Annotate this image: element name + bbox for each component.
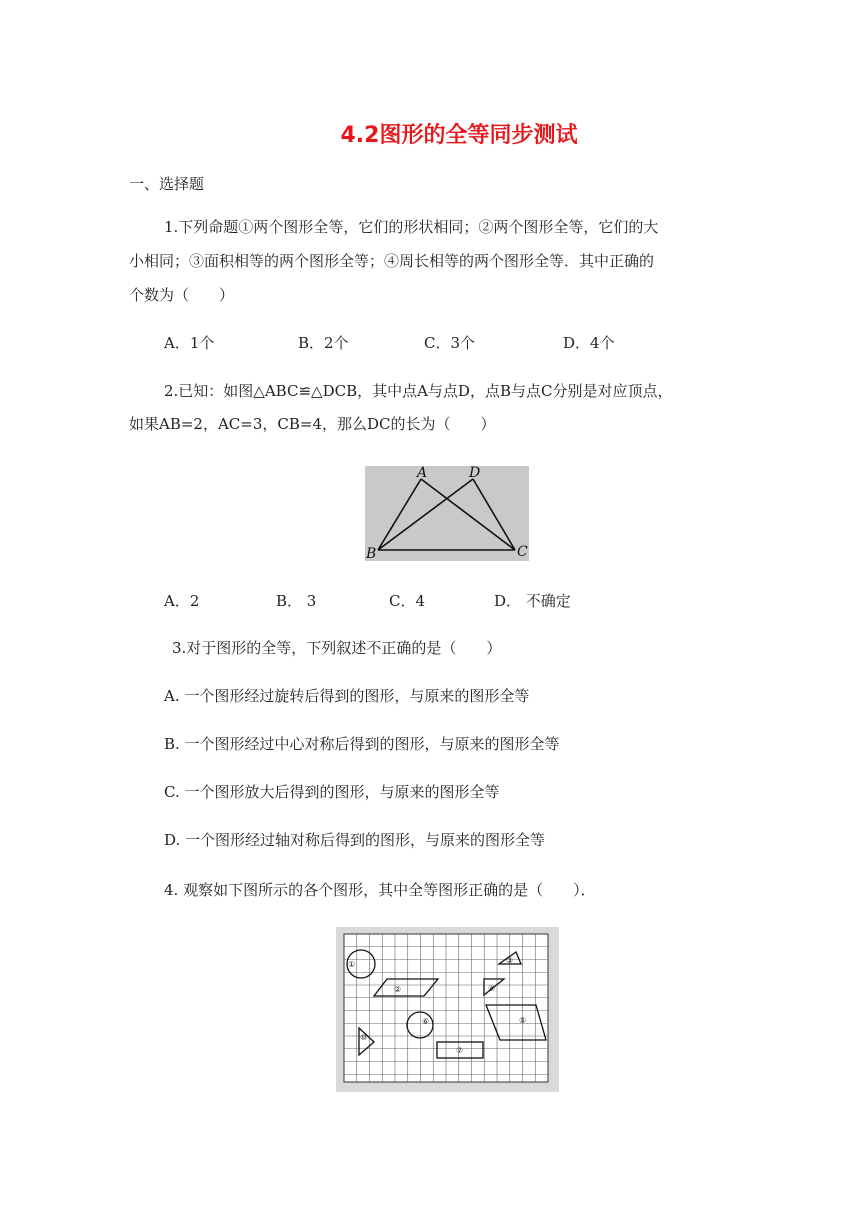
q3-option-a: A. 一个图形经过旋转后得到的图形，与原来的图形全等 (164, 687, 530, 705)
figure-background (365, 466, 529, 561)
q1-stem-line2: 小相同；③面积相等的两个图形全等；④周长相等的两个图形全等．其中正确的 (129, 252, 655, 270)
q1-option-d: D．4个 (563, 334, 615, 352)
label-c: C (517, 544, 528, 560)
grid-figure (336, 927, 559, 1092)
q4-stem: 4. 观察如下图所示的各个图形，其中全等图形正确的是（ ）． (164, 881, 596, 899)
label-a: A (417, 466, 428, 481)
q1-option-c: C．3个 (424, 334, 476, 352)
page-title: 4.2图形的全等同步测试 (340, 123, 578, 148)
shape-label-2: ② (394, 985, 402, 994)
triangle-figure (365, 466, 529, 561)
shape-label-7: ⑦ (456, 1046, 464, 1055)
q2-option-b: B． 3 (276, 592, 317, 610)
q2-option-a: A．2 (164, 592, 200, 610)
shape-label-5: ⑤ (519, 1016, 527, 1025)
q3-stem: 3.对于图形的全等，下列叙述不正确的是（ ） (172, 639, 502, 657)
shape-label-3: ③ (506, 956, 514, 965)
label-d: D (469, 466, 481, 481)
section-heading: 一、选择题 (129, 175, 205, 193)
q3-option-b: B. 一个图形经过中心对称后得到的图形，与原来的图形全等 (164, 735, 560, 753)
label-b: B (366, 546, 377, 561)
shape-label-1: ① (348, 960, 356, 969)
q2-stem-line2: 如果AB=2，AC=3，CB=4，那么DC的长为（ ） (129, 415, 496, 433)
q2-stem-line1: 2.已知：如图△ABC≌△DCB，其中点A与点D，点B与点C分别是对应顶点， (164, 382, 673, 400)
q1-option-b: B．2个 (298, 334, 349, 352)
q1-stem-line1: 1.下列命题①两个图形全等，它们的形状相同；②两个图形全等，它们的大 (164, 218, 659, 236)
q1-option-a: A．1个 (164, 334, 215, 352)
shape-label-10: ⑩ (360, 1033, 368, 1042)
shape-label-6: ⑥ (422, 1017, 430, 1026)
shape-label-4: ④ (488, 984, 496, 993)
q3-option-c: C. 一个图形放大后得到的图形，与原来的图形全等 (164, 783, 500, 801)
q2-option-d: D． 不确定 (494, 592, 571, 610)
q2-option-c: C．4 (389, 592, 426, 610)
q1-stem-line3: 个数为（ ） (129, 286, 235, 304)
q3-option-d: D. 一个图形经过轴对称后得到的图形，与原来的图形全等 (164, 831, 546, 849)
